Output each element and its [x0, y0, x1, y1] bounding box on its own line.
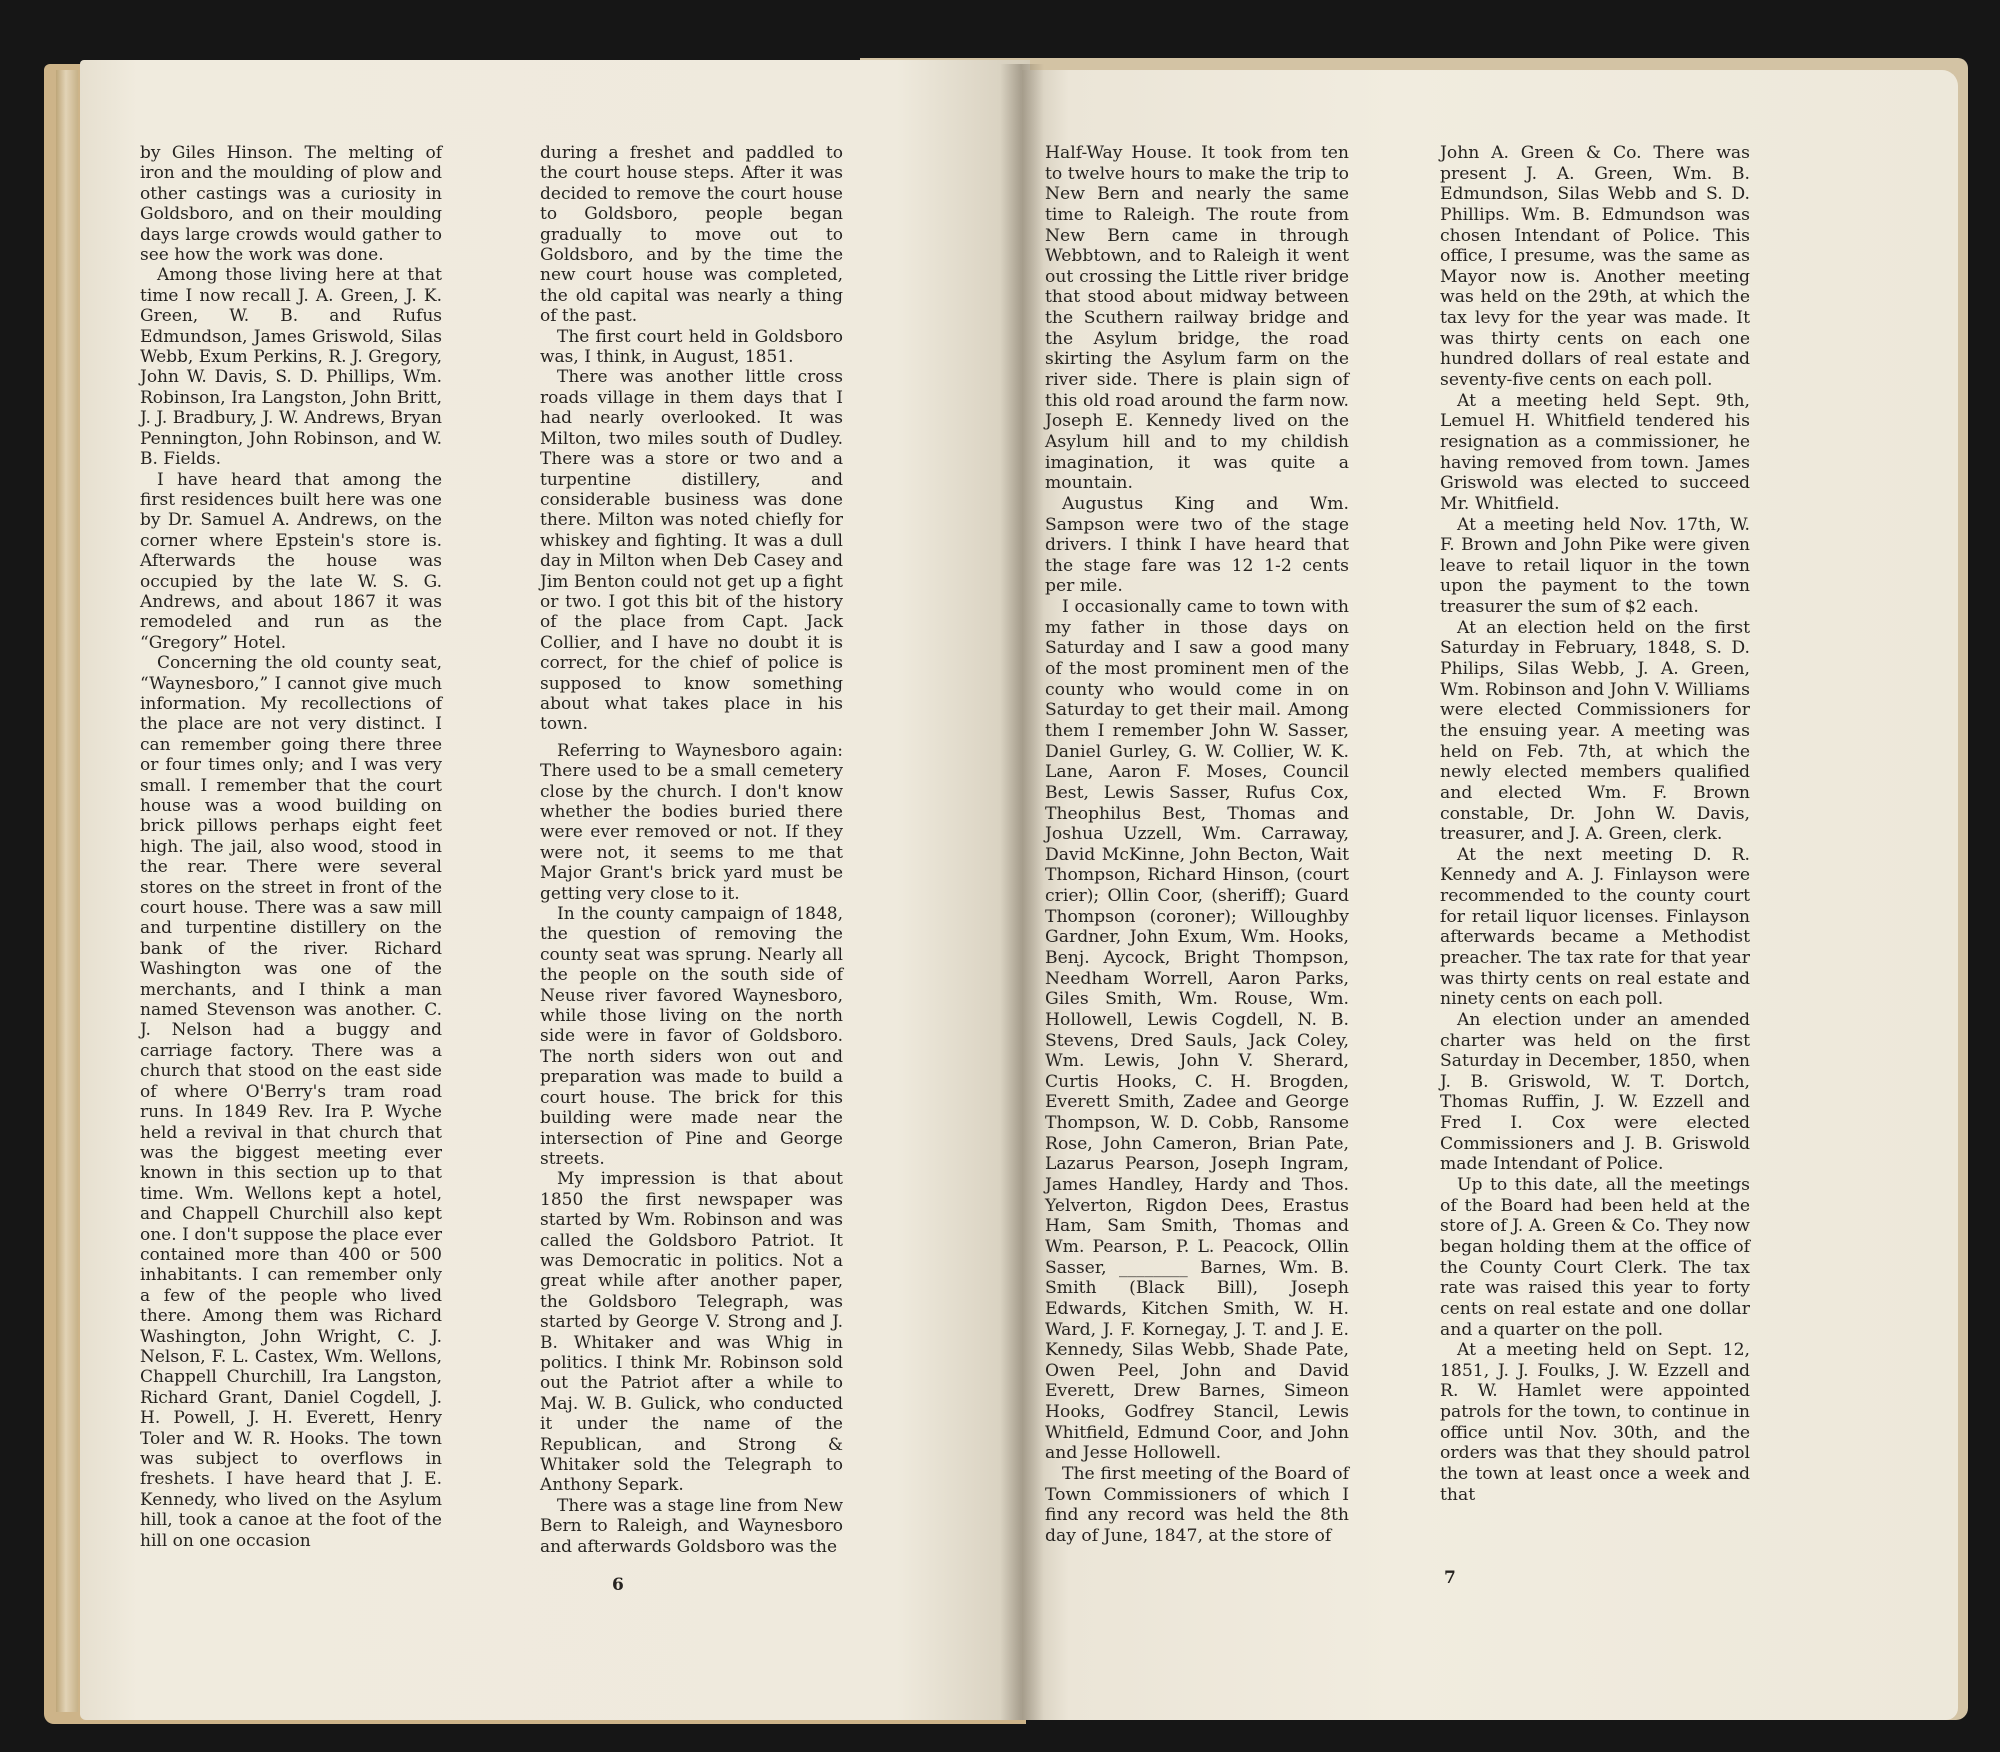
paragraph: Referring to Waynesboro again: There used to be a small cemetery close by the church. I don't know whether the bodies buried there were ever removed or not. If they were not, it seems to me that Major Grant's brick yard must be getting very close to it.	[540, 740, 843, 904]
paragraph: At a meeting held on Sept. 12, 1851, J. J. Foulks, J. W. Ezzell and R. W. Hamlet were appointed patrols for the town, to continue in office until Nov. 30th, and the orders was that they should patrol the town at least once a week and that	[1440, 1340, 1750, 1505]
paragraph: Up to this date, all the meetings of the Board had been held at the store of J. A. Green & Co. They now began holding them at the office of the County Court Clerk. The tax rate was raised this year to forty cents on real estate and one dollar and a quarter on the poll.	[1440, 1175, 1750, 1340]
paragraph: In the county campaign of 1848, the question of removing the county seat was sprung. Nearly all the people on the south side of Neuse river favored Waynesboro, while those living on the north side were in favor of Goldsboro. The north siders won out and preparation was made to build a court house. The brick for this building were made near the intersection of Pine and George streets.	[540, 904, 843, 1169]
paragraph: Concerning the old county seat, “Waynesboro,” I cannot give much information. My recollections of the place are not very distinct. I can remember going there three or four times only; and I was very small. I remember that the court house was a wood building on brick pillows perhaps eight feet high. The jail, also wood, stood in the rear. There were several stores on the street in front of the court house. There was a saw mill and turpentine distillery on the bank of the river. Richard Washington was one of the merchants, and I think a man named Stevenson was another. C. J. Nelson had a buggy and carriage factory. There was a church that stood on the east side of where O'Berry's tram road runs. In 1849 Rev. Ira P. Wyche held a revival in that church that was the biggest meeting ever known in this section up to that time. Wm. Wellons kept a hotel, and Chappell Churchill also kept one. I don't suppose the place ever contained more than 400 or 500 inhabitants. I can remember only a few of the people who lived there. Among them was Richard Washington, John Wright, C. J. Nelson, F. L. Castex, Wm. Wellons, Chappell Churchill, Ira Langston, Richard Grant, Daniel Cogdell, J. H. Powell, J. H. Everett, Henry Toler and W. R. Hooks. The town was subject to overflows in freshets. I have heard that J. E. Kennedy, who lived on the Asylum hill, took a canoe at the foot of the hill on one occasion	[140, 653, 442, 1551]
paragraph: At a meeting held Nov. 17th, W. F. Brown and John Pike were given leave to retail liquor in the town upon the payment to the town treasurer the sum of $2 each.	[1440, 514, 1750, 618]
book-gutter	[1000, 64, 1044, 1720]
paragraph: The first court held in Goldsboro was, I think, in August, 1851.	[540, 326, 843, 368]
page-number: 6	[612, 1575, 624, 1595]
paragraph: I have heard that among the first residences built here was one by Dr. Samuel A. Andrews, on the corner where Epstein's store is. Afterwards the house was occupied by the late W. S. G. Andrews, and about 1867 it was remodeled and run as the “Gregory” Hotel.	[140, 469, 442, 653]
paragraph: Among those living here at that time I now recall J. A. Green, J. K. Green, W. B. and Rufus Edmundson, James Griswold, Silas Webb, Exum Perkins, R. J. Gregory, John W. Davis, S. D. Phillips, Wm. Robinson, Ira Langston, John Britt, J. J. Bradbury, J. W. Andrews, Bryan Pennington, John Robinson, and W. B. Fields.	[140, 265, 442, 470]
paragraph: by Giles Hinson. The melting of iron and the moulding of plow and other castings was a curiosity in Goldsboro, and on their moulding days large crowds would gather to see how the work was done.	[140, 143, 442, 266]
paragraph: At the next meeting D. R. Kennedy and A. J. Finlayson were recommended to the county court for retail liquor licenses. Finlayson afterwards became a Methodist preacher. The tax rate for that year was thirty cents on real estate and ninety cents on each poll.	[1440, 844, 1750, 1010]
paragraph: Augustus King and Wm. Sampson were two of the stage drivers. I think I have heard that the stage fare was 12 1-2 cents per mile.	[1045, 493, 1349, 597]
paragraph: There was another little cross roads village in them days that I had nearly overlooked. It was Milton, two miles south of Dudley. There was a store or two and a turpentine distillery, and considerable business was done there. Milton was noted chiefly for whiskey and fighting. It was a dull day in Milton when Deb Casey and Jim Benton could not get up a fight or two. I got this bit of the history of the place from Capt. Jack Collier, and I have no doubt it is correct, for the chief of police is supposed to know something about what takes place in his town.	[540, 367, 843, 735]
paragraph: At a meeting held Sept. 9th, Lemuel H. Whitfield tendered his resignation as a commissioner, he having removed from town. James Griswold was elected to succeed Mr. Whitfield.	[1440, 390, 1750, 514]
paragraph: At an election held on the first Saturday in February, 1848, S. D. Philips, Silas Webb, J. A. Green, Wm. Robinson and John V. Williams were elected Commissioners for the ensuing year. A meeting was held on Feb. 7th, at which the newly elected members qualified and elected Wm. F. Brown constable, Dr. John W. Davis, treasurer, and J. A. Green, clerk.	[1440, 617, 1750, 845]
paragraph: Half-Way House. It took from ten to twelve hours to make the trip to New Bern and nearly the same time to Raleigh. The route from New Bern came in through Webbtown, and to Raleigh it went out crossing the Little river bridge that stood about midway between the Scuthern railway bridge and the Asylum bridge, the road skirting the Asylum farm on the river side. There is plain sign of this old road around the farm now. Joseph E. Kennedy lived on the Asylum hill and to my childish imagination, it was quite a mountain.	[1045, 143, 1349, 494]
text-column-4	[1440, 143, 1750, 1505]
paragraph: An election under an amended charter was held on the first Saturday in December, 1850, when J. B. Griswold, W. T. Dortch, Thomas Ruffin, J. W. Ezzell and Fred I. Cox were elected Commissioners and J. B. Griswold made Intendant of Police.	[1440, 1009, 1750, 1175]
paragraph: during a freshet and paddled to the court house steps. After it was decided to remove the court house to Goldsboro, people began gradually to move out to Goldsboro, and by the time the new court house was completed, the old capital was nearly a thing of the past.	[540, 143, 843, 327]
text-column-3	[1045, 143, 1349, 1547]
text-column-1	[140, 143, 442, 1551]
paragraph: John A. Green & Co. There was present J. A. Green, Wm. B. Edmundson, Silas Webb and S. D. Phillips. Wm. B. Edmundson was chosen Intendant of Police. This office, I presume, was the same as Mayor now is. Another meeting was held on the 29th, at which the tax levy for the year was made. It was thirty cents on each one hundred dollars of real estate and seventy-five cents on each poll.	[1440, 143, 1750, 391]
text-column-2	[540, 143, 843, 1557]
page-number: 7	[1444, 1568, 1456, 1588]
paragraph: The first meeting of the Board of Town Commissioners of which I find any record was held the 8th day of June, 1847, at the store of	[1045, 1464, 1349, 1546]
paragraph: My impression is that about 1850 the first newspaper was started by Wm. Robinson and was called the Goldsboro Patriot. It was Democratic in politics. Not a great while after another paper, the Goldsboro Telegraph, was started by George V. Strong and J. B. Whitaker and was Whig in politics. I think Mr. Robinson sold out the Patriot after a while to Maj. W. B. Gulick, who conducted it under the name of the Republican, and Strong & Whitaker sold the Telegraph to Anthony Separk.	[540, 1169, 843, 1496]
paragraph: I occasionally came to town with my father in those days on Saturday and I saw a good many of the most prominent men of the county who would come in on Saturday to get their mail. Among them I remember John W. Sasser, Daniel Gurley, G. W. Collier, W. K. Lane, Aaron F. Moses, Council Best, Lewis Sasser, Rufus Cox, Theophilus Best, Thomas and Joshua Uzzell, Wm. Carraway, David McKinne, John Becton, Wait Thompson, Richard Hinson, (court crier); Ollin Coor, (sheriff); Guard Thompson (coroner); Willoughby Gardner, John Exum, Wm. Hooks, Benj. Aycock, Bright Thompson, Needham Worrell, Aaron Parks, Giles Smith, Wm. Rouse, Wm. Hollowell, Lewis Cogdell, N. B. Stevens, Dred Sauls, Jack Coley, Wm. Lewis, John V. Sherard, Curtis Hooks, C. H. Brogden, Everett Smith, Zadee and George Thompson, W. D. Cobb, Ransome Rose, John Cameron, Brian Pate, Lazarus Pearson, Joseph Ingram, James Handley, Hardy and Thos. Yelverton, Rigdon Dees, Erastus Ham, Sam Smith, Thomas and Wm. Pearson, P. L. Peacock, Ollin Sasser, ________ Barnes, Wm. B. Smith (Black Bill), Joseph Edwards, Kitchen Smith, W. H. Ward, J. F. Kornegay, J. T. and J. E. Kennedy, Silas Webb, Shade Pate, Owen Peel, John and David Everett, Drew Barnes, Simeon Hooks, Godfrey Stancil, Lewis Whitfield, Edmund Coor, and John and Jesse Hollowell.	[1045, 597, 1349, 1464]
page-stack-edge	[56, 70, 78, 1712]
paragraph: There was a stage line from New Bern to Raleigh, and Waynesboro and afterwards Goldsboro was the	[540, 1495, 843, 1557]
